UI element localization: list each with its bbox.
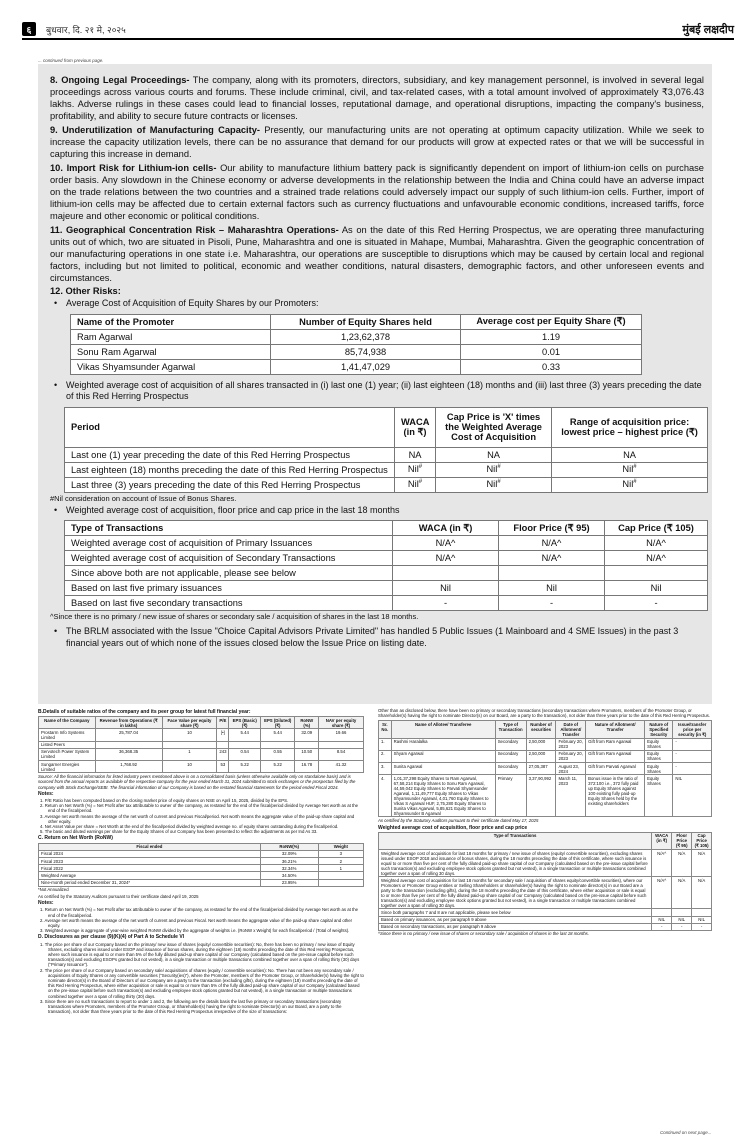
risk-number: 10. [50,163,63,173]
period-range: NA [552,447,708,462]
table-header: Issue/transfer price per security (in ₹) [673,721,712,738]
other-risks-heading: 12. Other Risks: [50,286,121,296]
table-cell: Gift from Parvati Agarwal [586,762,645,774]
txn-type: Weighted average cost of acquisition of Secondary Transactions [65,551,393,566]
risk-text: Our ability to manufacture lithium battery pack is significantly dependent on import of lithium-ion cells on purchase order basis. Any slowdown in the Chinese economy or adverse developments in the relationship between the India and China could have an adverse impact on the trade relations between the two countries and a strained trade relations could adversely impact our supply of such lithium-ion cells. Further, import of lithium-ion cells may be affected due to certain external factors such as currency fluctuations and unfavourable economic conditions, increased tariffs, force majeure and other economic or political conditions. [50,163,704,221]
table-cell: Equity Shares [645,775,673,817]
table-cell: Primary [495,775,526,817]
table-cell: Shyam Agarwal [391,750,495,762]
table-cell: 3 [318,850,363,857]
table-cell: Weighted average cost of acquisition for last 18 months for secondary sale / acquisition of shares equity/convertible securities), where our Promoters or Promoter Group entities or Selling Shareholders or shareholder(s) having the right to nominate director(s) in our Board are a party to the transaction (excluding gifts), during the 18 months preceding the date of this certificate, where either acquisition or sale is equal to or more than five per cent of the fully diluted paid-up share capital of our Company (calculated based on the pre-issue capital before such transaction(s) and excluding employee stock options granted but not vested), in a single transaction or multiple transactions combined together over a span of rolling 30 days. [379,877,652,909]
table-header: Floor Price (₹ 95) [672,832,692,849]
risk-text: As on the date of this Red Herring Prospectus, we are operating three manufacturing units out of which, two are situated in Pisoli, Pune, Maharashtra and one is situated in Mahape, Mumbai, Maharashtra. Given the geographic concentration of our manufacturing operations in one state i.e. Maharashtra, our operations are susceptible to disruptions which may be caused by certain local and regional factors, including but not limited to political, economic and weather conditions, natural disasters, demographic factors, and other unforeseen events and circumstances. [50,225,704,283]
table-cell: Fiscal 2024 [39,850,261,857]
txn-type: Based on last five secondary transactions [65,596,393,611]
peer-heading: B.Details of suitable ratios of the company and its peer group for latest full financial year: [38,709,251,715]
table-cell: NIL [692,916,712,923]
period-table [64,407,708,493]
txn-floor: N/A^ [499,551,605,566]
period-range: Nil# [552,477,708,492]
promoter-shares: 1,41,47,029 [271,359,461,374]
col-waca: WACA (in ₹) [395,407,436,447]
table-cell: February 20, 2023 [556,738,586,750]
continued-next-note: Continued on next page... [660,1130,712,1135]
table-cell: 36,368.35 [95,748,162,760]
ronw-table [38,843,364,887]
note-item: 1. Return on Net Worth (%) = Net Profit after tax attributable to owner of the company, as restated for the end of the fiscal/period divided by Average Net worth as at the end of the fiscal/period. [40,907,359,918]
txn-floor: - [499,596,605,611]
table-cell: 32.34% [260,865,318,872]
table-cell: 5.22 [229,760,260,772]
table-cell [652,909,672,916]
notes2-title: Notes: [38,900,54,907]
table-row [71,329,642,344]
promoter-cost: 1.19 [461,329,642,344]
ronw-note: *Not Annualized [38,886,69,892]
table-cell [95,741,162,748]
table-cell: 1. [379,738,392,750]
col-period: Period [65,407,395,447]
table-cell: 2. [379,750,392,762]
risk-factors-panel [38,64,712,704]
table-cell: - [672,923,692,930]
table-header: Nature of Specified Security [645,721,673,738]
col-cap: Cap Price (₹ 105) [605,521,708,536]
txn-floor [499,566,605,581]
table-header: Cap Price (₹ 105) [692,832,712,849]
table-cell: 3. [379,762,392,774]
table-cell [229,741,260,748]
table-cell: N/A [672,877,692,909]
table-cell: - [673,762,712,774]
table-row [379,923,712,930]
allotment-cert: As certified by the Statutory Auditors pursuant to their certificate dated May 17, 2025 [378,818,539,824]
newspaper-brand: मुंबई लक्षदीप [682,23,734,36]
table-cell: Sunita Agarwal [391,762,495,774]
period-label: Last one (1) year preceding the date of this Red Herring Prospectus [65,447,395,462]
table-cell: Weighted Average [39,872,261,879]
txn-waca [393,566,499,581]
txn-cap: Nil [605,581,708,596]
table-row [65,477,708,492]
peer-table [38,716,364,773]
table-cell [318,879,363,886]
txn-cap: N/A^ [605,536,708,551]
table-cell: 0.54 [229,748,260,760]
hash-footnote-mark: # [497,479,501,486]
caret-note: ^Since there is no primary / new issue of shares or secondary sale / acquisition of shares in the last 18 months. [50,612,419,621]
table-cell: 4. [379,775,392,817]
table-row [39,879,364,886]
table-row [379,738,712,750]
promoter-cost-table [70,314,642,375]
table-row [71,359,642,374]
table-cell: 32.09% [260,850,318,857]
table-cell: Gift from Ram Agarwal [586,750,645,762]
risk-item [50,74,704,122]
disclosure-item: 2. The price per share of our Company based on secondary sale/ acquisitions of shares (equity / convertible securities): No. There has not been any secondary sale / acquisitions of Equity Shares or any convertible securities ("Security(ies)"), where the Promoter, members of the Promoter Group, or Shareholder(s) having the right to nominate director(s) in the Board of Directors of our Company are a party to the transaction (excluding gifts), during the eighteen (18) months preceding the date of this Red Herring Prospectus, where either acquisition or sale is equal to or more than 5% of the fully diluted paid-up share capital of our Company (calculated based on the pre-issue capital before such transaction(s) and excluding employee stock options granted but not vested), in a single transaction or multiple transactions combined together over a span of rolling thirty (30) days. [40,967,364,999]
col-txn-type: Type of Transactions [65,521,393,536]
table-row [39,872,364,879]
table-header: NAV per equity share (₹) [319,717,364,729]
table-row [39,760,364,772]
table-cell: - [673,738,712,750]
table-cell: 3,37,90,992 [526,775,556,817]
period-label: Last eighteen (18) months preceding the date of this Red Herring Prospectus [65,462,395,477]
hash-footnote-mark: # [497,464,501,471]
table-header: EPS (Diluted) (₹) [260,717,295,729]
table-cell: Equity Shares [645,738,673,750]
table-header: RoNW(%) [260,843,318,850]
table-cell: Secondary [495,750,526,762]
period-cap: Nil# [436,477,552,492]
table-cell [295,741,319,748]
allotment-intro: Other than as disclosed below, there have been no primary or secondary transactions (secondary transactions where Promoters, members of the Promoter Group, or Shareholder(s) having the right to nominate Director(s) on our Board, are a party to the transaction), not older than three years prior to the date of this Red Herring Prospectus. [378,708,710,719]
table-row [65,581,708,596]
table-cell: Sungarner Energies Limited [39,760,96,772]
table-row [65,462,708,477]
col-floor: Floor Price (₹ 95) [499,521,605,536]
table-cell: Secondary [495,762,526,774]
note-item: 1. P/E Ratio has been computed based on the closing market price of equity shares on NSE on April 15, 2025, divided by the EPS. [40,797,289,803]
table-cell [672,909,692,916]
table-header: Sr. No. [379,721,392,738]
table-cell: 16.78 [295,760,319,772]
period-waca: Nil# [395,462,436,477]
table-cell: Prostarm Info Systems Limited [39,729,96,741]
table-header: Weight [318,843,363,850]
table-row [39,748,364,760]
note-item: 4. Net Asset Value per share = Net Worth at the end of the fiscal/period divided by weighted average no. of equity shares outstanding during the fiscal/period. [40,823,339,829]
period-waca: NA [395,447,436,462]
table-header: RoNW (%) [295,717,319,729]
table-cell: 36.21% [260,857,318,864]
table-row [65,551,708,566]
table-header: Face Value per equity share (₹) [162,717,217,729]
txn-floor: Nil [499,581,605,596]
table-cell: Weighted average cost of acquisition for last 18 months for primary / new issue of shares (equity/ convertible securities), excluding shares issued under ESOP 2018 and issuance of bonus shares, during the 18 months preceding the date of this certificate, where such issuance is equal to or more than five per cent of the fully diluted paid-up share capital of our Company (calculated based on the pre-issue capital before such transaction(s) and excluding employee stock options granted but not vested), in a single transaction or multiple transactions combined together over a span of rolling 30 days. [379,849,652,876]
table-cell: 5.44 [229,729,260,741]
table-cell: - [692,923,712,930]
risk-number: 9. [50,125,58,135]
hash-footnote-mark: # [633,464,637,471]
risk-item [50,224,704,284]
col-shares: Number of Equity Shares held [271,314,461,329]
table-header: EPS (Basic) (₹) [229,717,260,729]
disclosures-heading: D. Disclosures as per clause (9)(K)(4) of Part A to Schedule VI [38,934,185,941]
table-cell: NIL [652,916,672,923]
table-cell: N/A^ [652,849,672,876]
table-header: Revenue from Operations (₹ in lakhs) [95,717,162,729]
table-cell: 10 [162,729,217,741]
table-cell: 27,05,387 [526,762,556,774]
table-cell: Fiscal 2023 [39,857,261,864]
promoter-cost: 0.33 [461,359,642,374]
table-cell: 25,787.04 [95,729,162,741]
table-header: Name of Allotee/ Transferee [391,721,495,738]
txn-waca: N/A^ [393,551,499,566]
table-row [39,850,364,857]
notes-title: Notes: [38,790,54,797]
table-header: Date of Allotment/ Transfer [556,721,586,738]
table-header: WACA (in ₹) [652,832,672,849]
ronw-heading: C. Return on Net Worth (RoNW) [38,835,113,842]
table-cell: Bonus issue in the ratio of 372:100 i.e., 372 fully paid up Equity Shares against 100 existing fully paid-up Equity Shares held by the existing shareholders [586,775,645,817]
table-row [39,857,364,864]
table-cell: [•] [217,729,229,741]
txn-type: Based on last five primary issuances [65,581,393,596]
table-row [65,596,708,611]
risk-item [50,162,704,222]
period-label: Last three (3) years preceding the date of this Red Herring Prospectus [65,477,395,492]
txn-waca: Nil [393,581,499,596]
table-cell: Gift from Ram Agarwal [586,738,645,750]
table-cell: Rashmi Haralalka [391,738,495,750]
table-cell: 53 [217,760,229,772]
table-cell: 5.44 [260,729,295,741]
table-cell: August 23, 2024 [556,762,586,774]
note-item: 3. Average net worth means the average of the net worth of current and previous Fiscal/period. Net worth means the aggregate value of the paid-up share capital and other equity. [40,813,355,824]
table-cell [217,741,229,748]
risk-number: 11. [50,225,63,235]
table-cell: 19.66 [319,729,364,741]
table-cell: 2,50,000 [526,738,556,750]
risk-title: Ongoing Legal Proceedings- [61,75,190,85]
table-cell: 10 [162,760,217,772]
waca-floor-cap-note: ^Since there is no primary / new issue of shares or secondary sale / acquisition of shares in the last 18 months. [378,930,589,936]
col-avg-cost: Average cost per Equity Share (₹) [461,314,642,329]
table-cell: 243 [217,748,229,760]
table-cell [260,741,295,748]
table-cell: 41.32 [319,760,364,772]
promoter-name: Sonu Ram Agarwal [71,344,271,359]
table-cell: 0.55 [260,748,295,760]
table-cell: 2 [318,857,363,864]
txn-waca: N/A^ [393,536,499,551]
table-cell: March 11, 2023 [556,775,586,817]
table-header: Type of Transactions [379,832,652,849]
table-cell: 1 [318,865,363,872]
promoter-shares: 85,74,938 [271,344,461,359]
risk-list [50,74,704,284]
disclosure-item: 1. The price per share of our Company based on the primary/ new issue of shares (equity/ convertible securities): No, there has been no primary / new issue of Equity Shares, excluding shares issued under ESOP and issuance of bonus shares, during the eighteen (18) months preceding the date of this Red Herring Prospectus, where such issuance is equal to or more than 5% of the fully diluted paid-up share capital of our Company (calculated based on the pre-issue capital before such transaction(s) and excluding ESOPs granted but not vested), in a single transaction or multiple transactions combined together over a span of rolling thirty (30) days ("Primary Issuance"). [40,941,360,968]
table-cell: Based on primary issuances, as per paragraph 9 above [379,916,652,923]
txn-cap [605,566,708,581]
table-row [379,750,712,762]
txn-cap: - [605,596,708,611]
table-cell: Listed Peers [39,741,96,748]
transactions-table [64,520,708,611]
lower-left-column [38,708,364,1014]
table-cell: 32.09 [295,729,319,741]
peer-source: Source: All the financial information for listed industry peers mentioned above is on a consolidated basis (unless otherwise available only on standalone basis) and is sourced from the annual reports as available of the respective company for the year ended March 31, 2024 submitted to stock exchanges or the prospectus filed by the company with Stock Exchange/SEBI. The financial information of our Company is based on the restated financial statements for the period ended Fiscal 2024. [38,774,356,790]
table-cell: 1,01,37,298 Equity Shares to Ram Agarwal, 67,58,214 Equity Shares to Sonu Ram Agarwal, 44,59,042 Equity Shares to Parvati Shyamsunder Agarwal, 1,11,49,777 Equity Shares to Vikas Shyamsunder Agarwal, 4,01,760 Equity Shares to Vikas S Agarwal HUF, 2,75,280 Equity Shares to Sunita Vikas Agarwal, 5,85,621 Equity Shares to Shyamsunder B Agarwal [391,775,495,817]
risk-title: Geographical Concentration Risk – Maharashtra Operations- [66,225,339,235]
table-cell: 2,50,000 [526,750,556,762]
txn-waca: - [393,596,499,611]
table-header: Type of Transaction [495,721,526,738]
table-cell: Since both paragraphs 7 and 8 are not applicable, please see below [379,909,652,916]
table-cell: N/A [692,849,712,876]
col-txn-waca: WACA (in ₹) [393,521,499,536]
table-row [379,916,712,923]
masthead-date: बुधवार, दि. २१ मे, २०२५ [46,24,126,35]
table-cell: - [652,923,672,930]
table-row [379,775,712,817]
hash-footnote-mark: # [633,479,637,486]
promoter-name: Vikas Shyamsunder Agarwal [71,359,271,374]
note-item: 2. Average net worth means the average of the net worth of current and previous Fiscal. Net worth means the aggregate value of the paid-up share capital and other equity. [40,917,353,928]
promoter-cost-bullet: • Average Cost of Acquisition of Equity Shares by our Promoters: [50,298,704,310]
table-cell: NIL [673,775,712,817]
table-header: Nature of Allotment/ Transfer [586,721,645,738]
table-cell: Equity Shares [645,762,673,774]
col-promoter: Name of the Promoter [71,314,271,329]
table-cell: Based on secondary transactions, as per paragraph 9 above [379,923,652,930]
table-cell: Servotech Power System Limited [39,748,96,760]
period-range: Nil# [552,462,708,477]
table-cell: Nine-month period ended December 31, 2024* [39,879,261,886]
col-cap-x: Cap Price is 'X' times the Weighted Average Cost of Acquisition [436,407,552,447]
table-cell [319,741,364,748]
note-item: 2. Return on Net Worth (%) = Net Profit after tax attributable to owner of the company, as restated for the end of the fiscal/period divided by Average Net worth as at the end of the fiscal/period. [40,803,359,814]
table-row [65,566,708,581]
table-row [379,849,712,876]
table-header: Fiscal ended [39,843,261,850]
table-cell: N/A [672,849,692,876]
table-row [39,865,364,872]
txn-cap: N/A^ [605,551,708,566]
table-cell: - [673,750,712,762]
table-cell: 23.95% [260,879,318,886]
period-cap: Nil# [436,462,552,477]
table-row [379,762,712,774]
table-cell: N/A [692,877,712,909]
table-cell: Fiscal 2022 [39,865,261,872]
note-item: 5. The basic and diluted earnings per share for the Equity Shares of our Company has been presented to reflect the adjustments as per Ind As 33. [40,829,318,835]
table-cell [162,741,217,748]
table-cell [318,872,363,879]
table-header: Number of securities [526,721,556,738]
table-cell: Equity Shares [645,750,673,762]
allotment-table [378,720,712,817]
risk-text: The company, along with its promoters, directors, subsidiary, and key management personnel, is involved in several legal proceedings across various courts and forums. These include criminal, civil, and tax-related cases, with a total amount involved of approximately ₹3,076.43 lakhs. Adverse rulings in these cases could lead to financial losses, reputational damage, and operational disruptions, impacting the company's business, profitability, and ability to secure future contracts or licenses. [50,75,704,121]
waca-floor-cap-heading: Weighted average cost of acquisition, floor price and cap price [378,824,528,831]
table-cell: 8.54 [319,748,364,760]
promoter-cost: 0.01 [461,344,642,359]
lower-right-column [378,708,712,936]
promoter-name: Ram Agarwal [71,329,271,344]
table-header: P/E [217,717,229,729]
table-cell [692,909,712,916]
risk-text: Presently, our manufacturing units are not operating at optimum capacity utilization. While we seek to increase the capacity utilization levels, there can be no assurance that demand for our products will grow at expected rates or that we will be successful in capturing this increase in demand. [50,125,704,159]
table-row [379,909,712,916]
table-cell: February 20, 2023 [556,750,586,762]
txn-type: Weighted average cost of acquisition of Primary Issuances [65,536,393,551]
promoter-shares: 1,23,62,378 [271,329,461,344]
table-row [65,536,708,551]
table-cell: 5.22 [260,760,295,772]
page-number: ६ [22,22,36,36]
table-row [39,729,364,741]
table-cell: 34.50% [260,872,318,879]
table-cell: NIL [672,916,692,923]
note-item: 3. Weighted average is aggregate of year-wise weighted RoNW divided by the aggregate of weights i.e. (RoNW x Weight) for each fiscal/period / (Total of weights). [40,928,350,934]
hash-footnote-mark: # [418,479,423,486]
table-row [379,877,712,909]
table-cell: Secondary [495,738,526,750]
table-cell: 1,768.92 [95,760,162,772]
continued-from-note: ... continued from previous page. [38,58,104,63]
waca-bullet: • Weighted average cost of acquisition of all shares transacted in (i) last one (1) year; (ii) last eighteen (18) months and (iii) last three (3) years preceding the date of this Red Herring Prospectus [50,380,704,403]
waca-floor-cap-table [378,832,712,931]
brlm-bullet: • The BRLM associated with the Issue "Choice Capital Advisors Private Limited" has handled 5 Public Issues (1 Mainboard and 4 SME Issues) in the past 3 financial years out of which none of the issues closed below the Issue Price on listing date. [50,626,704,649]
period-cap: NA [436,447,552,462]
hash-footnote-mark: # [418,464,423,471]
nil-note: #Nil consideration on account of Issue of Bonus Shares. [50,493,237,503]
risk-title: Underutilization of Manufacturing Capacity- [62,125,260,135]
ronw-cert: As certified by the Statutory Auditors pursuant to their certificate dated April 19, 2025 [38,893,199,899]
txn-type: Since above both are not applicable, please see below [65,566,393,581]
risk-item [50,124,704,160]
table-row [71,344,642,359]
col-range: Range of acquisition price: lowest price – highest price (₹) [552,407,708,447]
txn-floor: N/A^ [499,536,605,551]
table-cell: 10.50 [295,748,319,760]
period-waca: Nil# [395,477,436,492]
table-row [65,447,708,462]
table-cell: N/A^ [652,877,672,909]
table-row [39,741,364,748]
risk-title: Import Risk for Lithium-ion cells- [66,163,217,173]
table-cell: 1 [162,748,217,760]
disclosure-item: 3. Since there are no such transactions to report to under 1 and 2, the following are the details basis the last five primary or secondary transactions (secondary transactions where Promoters, members of the Promoter Group, or Shareholder(s) having the right to nominate Director(s) on our Board, are a party to the transaction), not older than three years prior to the date of this Red Herring Prospectus irrespective of the size of transactions: [40,998,342,1015]
table-header: Name of the Company [39,717,96,729]
masthead [22,20,734,40]
risk-number: 8. [50,75,58,85]
waca-18m-bullet: • Weighted average cost of acquisition, floor price and cap price in the last 18 months [50,505,704,517]
